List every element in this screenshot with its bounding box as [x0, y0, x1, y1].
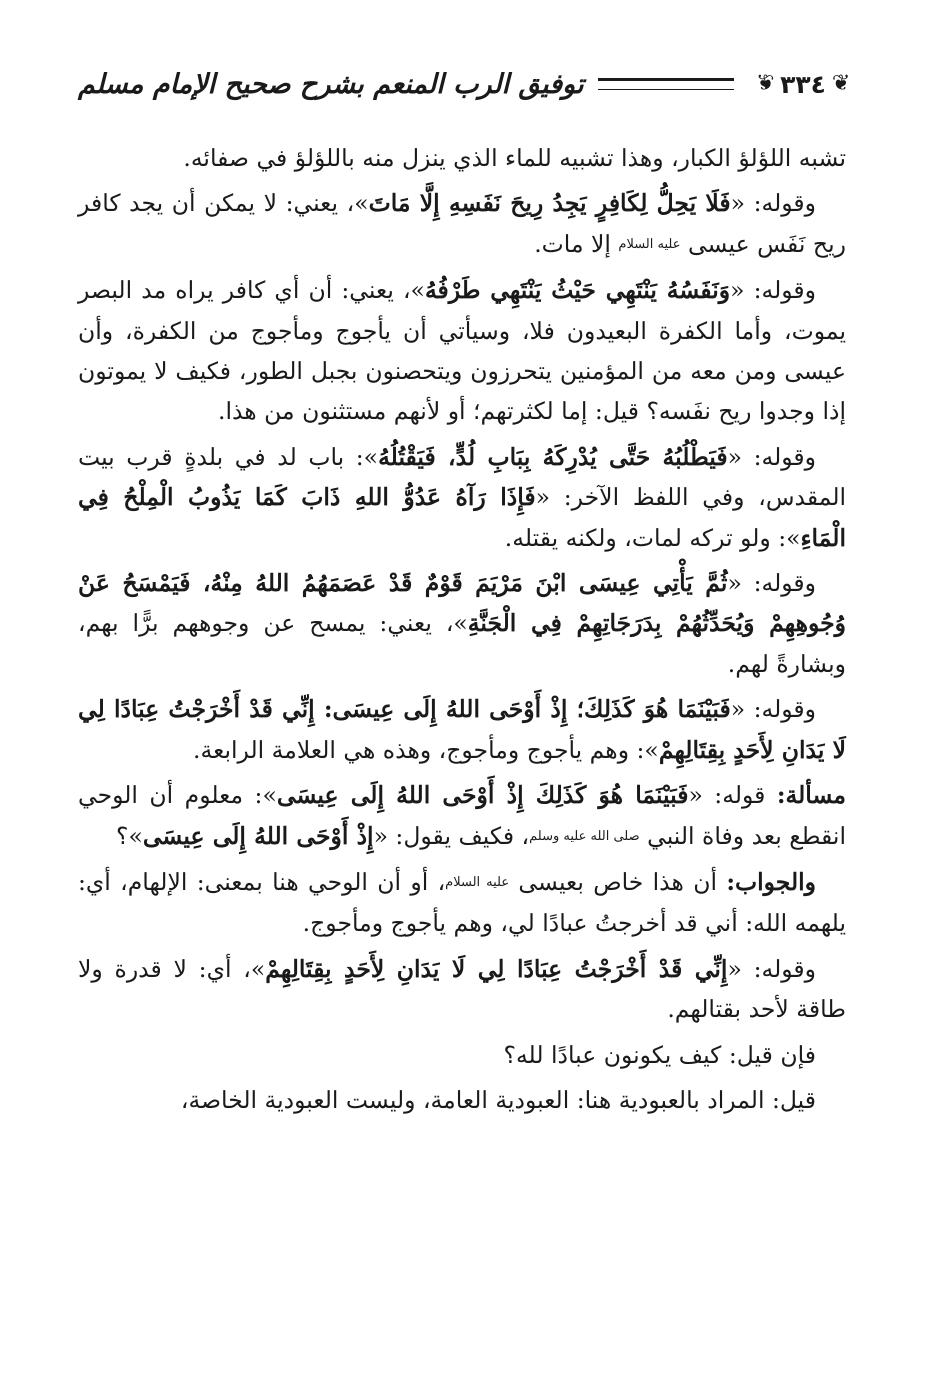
commentary-text: »، أي: لا قدرة ولا طاقة لأحد بقتالهم. — [78, 954, 846, 1024]
page-number: ٣٣٤ — [780, 69, 826, 99]
hadith-quote: فَيَطْلُبُهُ حَتَّى يُدْرِكَهُ بِبَابِ لُدٍّ، فَيَقْتُلُهُ — [378, 442, 728, 471]
floral-ornament-icon: ❦ — [831, 71, 851, 96]
hadith-quote: إِنِّي قَدْ أَخْرَجْتُ عِبَادًا لِي لَا يَدَانِ لِأَحَدٍ بِقِتَالِهِمْ — [265, 954, 728, 983]
honorific: عليه السلام — [618, 236, 681, 252]
hadith-quote: فَبَيْنَمَا هُوَ كَذَلِكَ إِذْ أَوْحَى اللهُ إِلَى عِيسَى — [276, 781, 689, 810]
commentary-text: إلا مات. — [534, 229, 619, 258]
book-title: توفيق الرب المنعم بشرح صحيح الإمام مسلم — [78, 68, 584, 100]
commentary-text: »: وهم يأجوج ومأجوج، وهذه هي العلامة الرابعة. — [193, 735, 659, 764]
commentary-text: وقوله: « — [727, 442, 816, 471]
commentary-text: »؟ — [115, 821, 143, 850]
paragraph — [78, 1080, 846, 1120]
floral-ornament-icon: ❦ — [755, 71, 775, 96]
commentary-text: »، يعني: أن أي كافر يراه مد البصر يموت، وأما الكفرة البعيدون فلا، وسيأتي أن يأجوج ومأجوج من الكفرة، وأن عيسى ومن معه من المؤمنين يتحرزون ويتحصنون بجبل الطور، فكيف لا يموتون إذا وجدوا ريح نفَسه؟ قيل: إما لكثرتهم؛ أو لأنهم مستثنون من هذا. — [78, 276, 846, 426]
paragraph — [78, 437, 846, 558]
commentary-text: »، يعني: لا يمكن أن يجد كافر ريح نَفَس عيسى — [78, 189, 846, 258]
paragraph — [78, 1035, 846, 1075]
hadith-quote: إِذْ أَوْحَى اللهُ إِلَى عِيسَى — [142, 821, 374, 850]
paragraph — [78, 689, 846, 770]
commentary-text: تشبه اللؤلؤ الكبار، وهذا تشبيه للماء الذي ينزل منه باللؤلؤ في صفائه. — [183, 144, 846, 172]
commentary-text: وقوله: « — [730, 189, 817, 218]
header-rule — [598, 78, 734, 90]
paragraph — [78, 563, 846, 684]
hadith-quote: فَلَا يَحِلُّ لِكَافِرٍ يَجِدُ رِيحَ نَفَسِهِ إِلَّا مَاتَ — [368, 189, 731, 218]
commentary-text: ، أو أن الوحي هنا بمعنى: الإلهام، أي: يلهمه الله: أني قد أخرجتُ عبادًا لي، وهم يأجوج ومأجوج. — [78, 867, 846, 938]
paragraph — [78, 270, 846, 432]
commentary-text: وقوله: « — [727, 569, 816, 598]
page-body — [78, 138, 846, 1120]
paragraph — [78, 183, 846, 265]
commentary-text: ، فكيف يقول: « — [373, 821, 530, 850]
paragraph — [78, 775, 846, 857]
paragraph — [78, 949, 846, 1030]
commentary-text: أن هذا خاص بعيسى — [509, 867, 727, 896]
commentary-text: قيل: المراد بالعبودية هنا: العبودية العامة، وليست العبودية الخاصة، — [180, 1085, 816, 1114]
commentary-text: »، يعني: يمسح عن وجوههم برًّا بهم، وبشارةً لهم. — [78, 609, 846, 678]
commentary-text: وقوله: « — [730, 276, 816, 305]
hadith-quote: مسألة: — [776, 781, 846, 810]
commentary-text: وقوله: « — [727, 954, 817, 983]
commentary-text: »: باب لد في بلدةٍ قرب بيت المقدس، وفي اللفظ الآخر: « — [78, 442, 847, 512]
hadith-quote: ثُمَّ يَأْتِي عِيسَى ابْنَ مَرْيَمَ قَوْمٌ قَدْ عَصَمَهُمُ اللهُ مِنْهُ، فَيَمْسَحُ عَنْ وُجُوهِهِمْ وَيُحَدِّثُهُمْ بِدَرَجَاتِهِمْ فِي الْجَنَّةِ — [78, 569, 846, 638]
commentary-text: »: معلوم أن الوحي انقطع بعد وفاة النبي — [78, 781, 846, 850]
paragraph — [78, 862, 846, 944]
paragraph — [78, 138, 846, 178]
commentary-text: فإن قيل: كيف يكونون عبادًا لله؟ — [503, 1040, 816, 1069]
hadith-quote: وَنَفَسُهُ يَنْتَهِي حَيْثُ يَنْتَهِي طَرْفُهُ — [424, 276, 731, 305]
honorific: صلى الله عليه وسلم — [529, 828, 640, 844]
commentary-text: »: ولو تركه لمات، ولكنه يقتله. — [504, 523, 801, 552]
hadith-quote: فَإِذَا رَآهُ عَدُوُّ اللهِ ذَابَ كَمَا يَذُوبُ الْمِلْحُ فِي الْمَاءِ — [78, 483, 846, 552]
page-header — [78, 52, 858, 116]
page-number-badge — [748, 62, 858, 106]
hadith-quote: والجواب: — [726, 867, 817, 896]
hadith-quote: فَبَيْنَمَا هُوَ كَذَلِكَ؛ إِذْ أَوْحَى اللهُ إِلَى عِيسَى: إِنِّي قَدْ أَخْرَجْتُ عِبَادًا لِي لَا يَدَانِ لِأَحَدٍ بِقِتَالِهِمْ — [78, 695, 846, 764]
honorific: عليه السلام — [445, 874, 510, 890]
commentary-text: قوله: « — [688, 781, 777, 810]
commentary-text: وقوله: « — [730, 695, 816, 724]
